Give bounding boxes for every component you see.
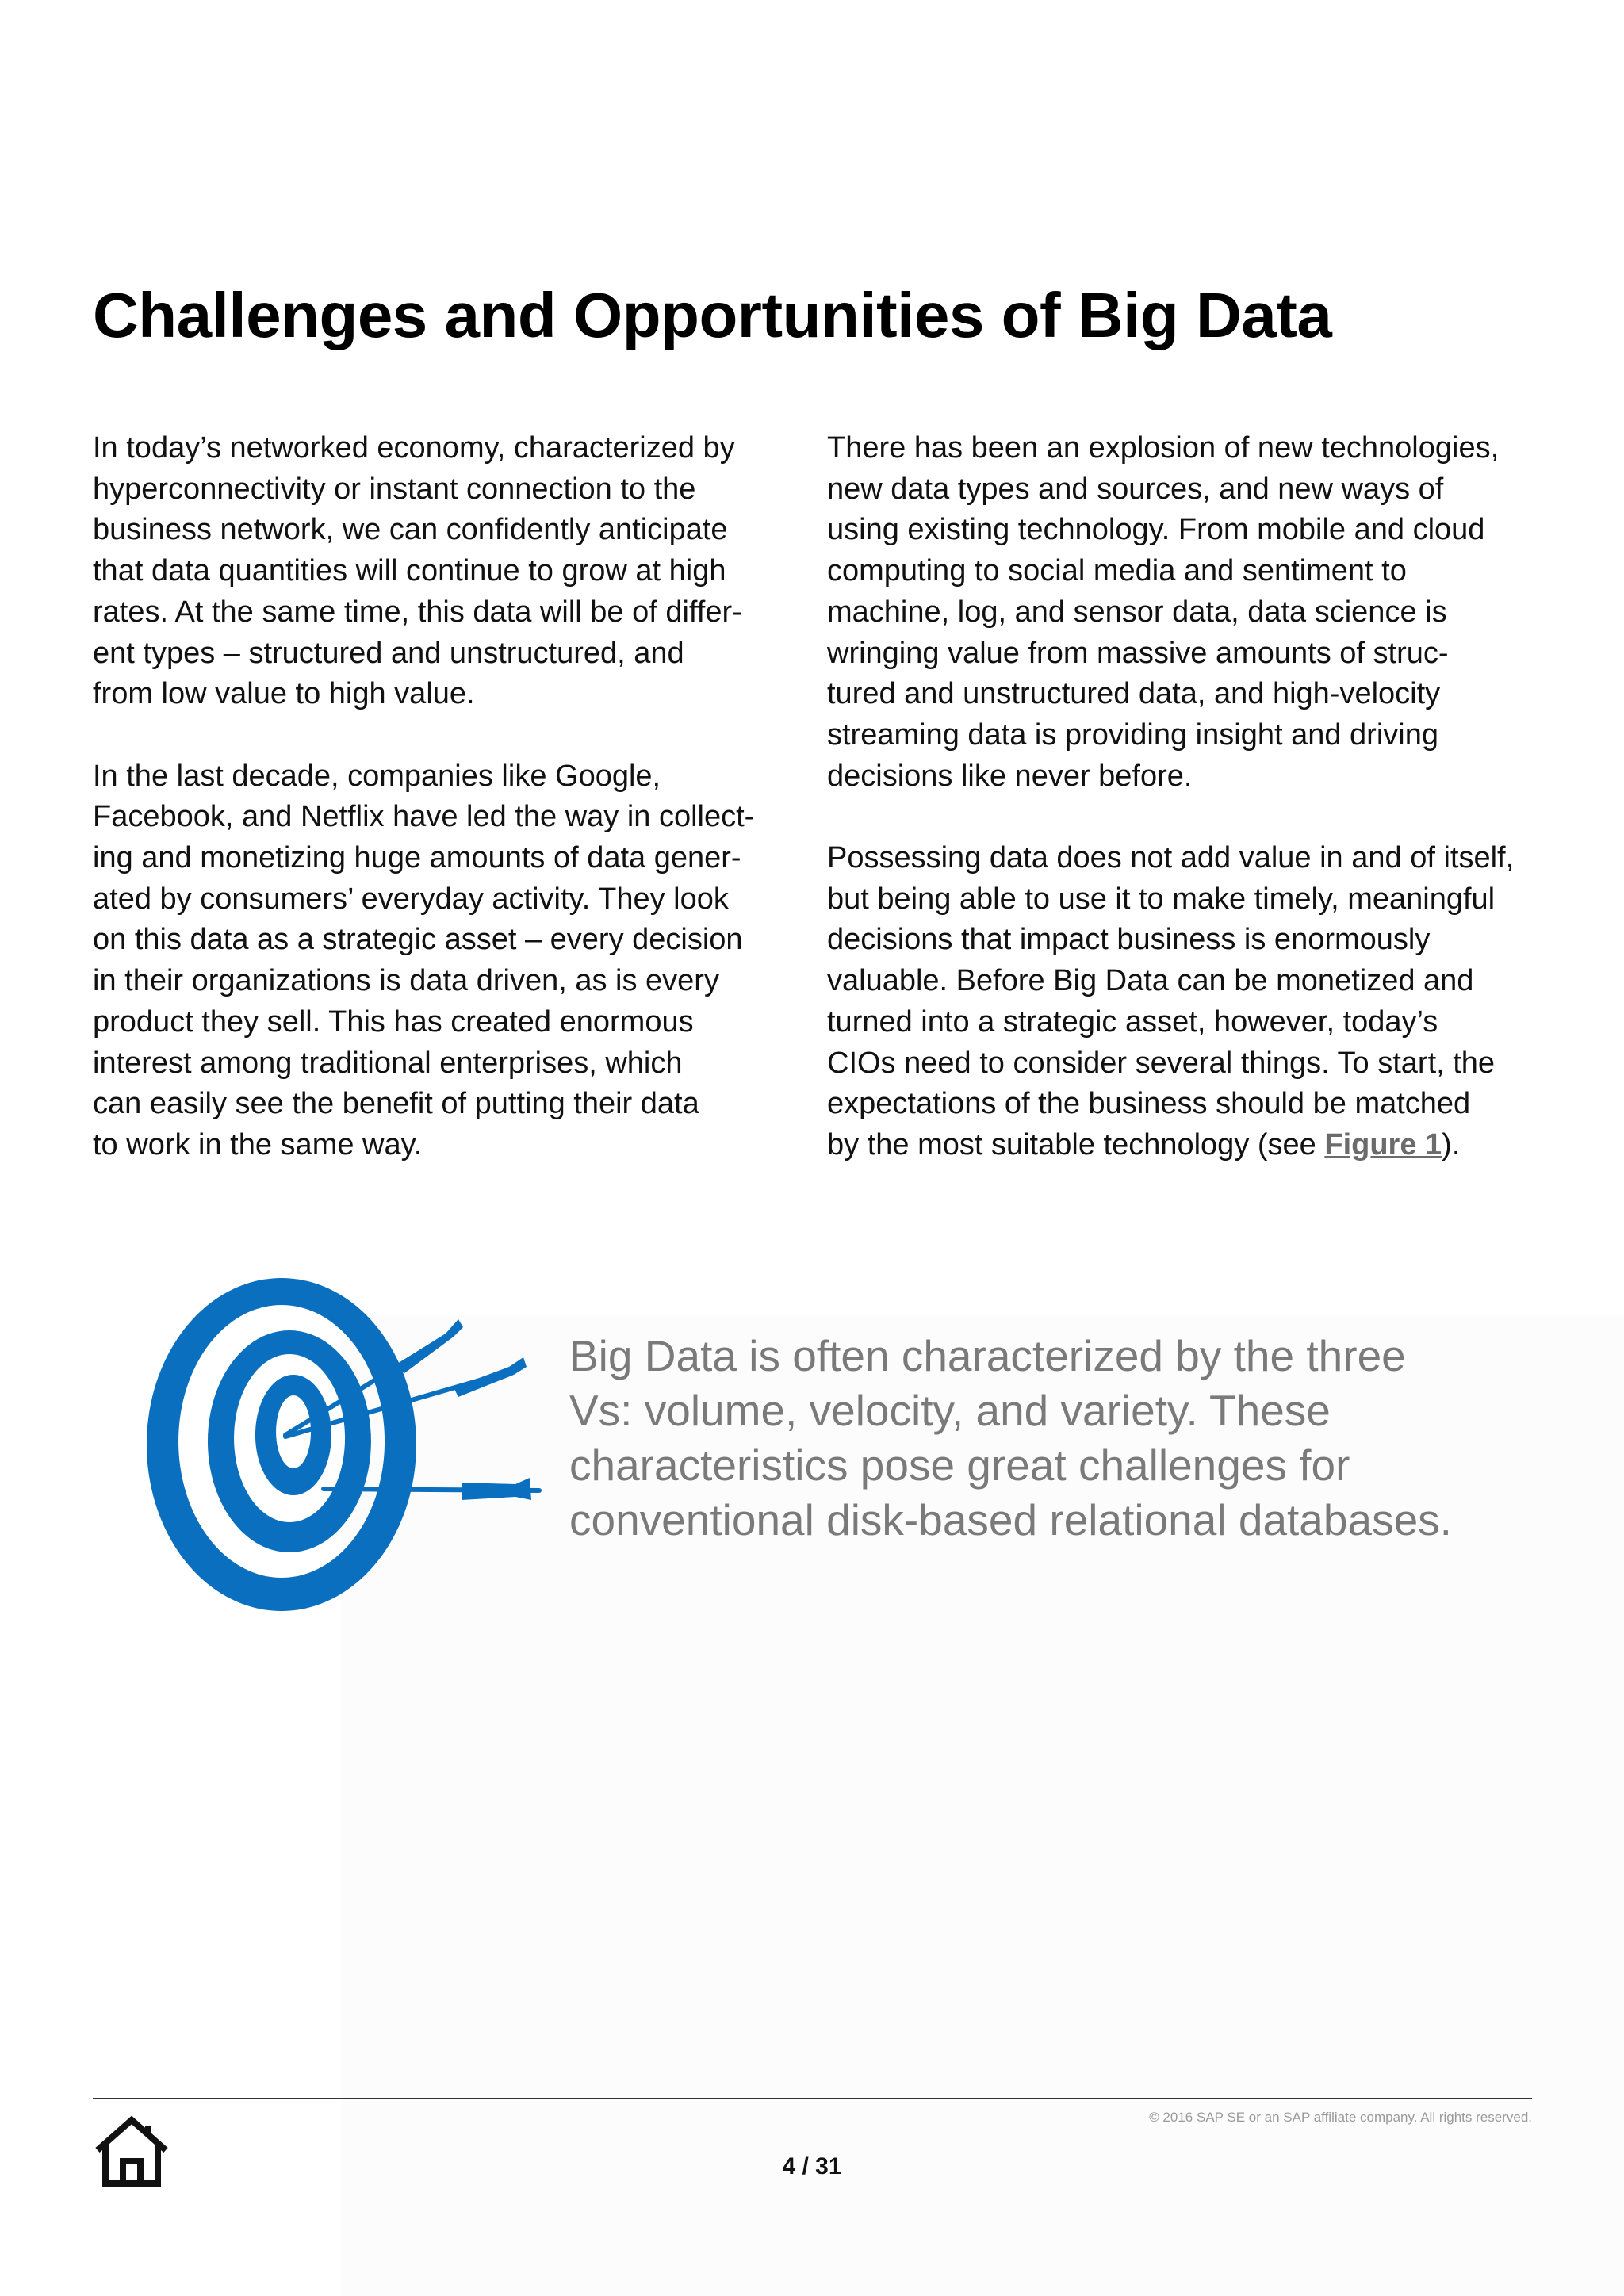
paragraph-4 [827,838,1541,1166]
page-number: 4 / 31 [782,2153,842,2179]
left-column [93,428,806,1166]
text-line: tured and unstructured data, and high-velocity [827,677,1441,711]
text-line: product they sell. This has created enormous [93,1004,694,1039]
page-title: Challenges and Opportunities of Big Data [93,280,1332,350]
quote-line: conventional disk-based relational databases. [569,1495,1452,1544]
text-line: decisions like never before. [827,759,1193,793]
text-line: wringing value from massive amounts of struc- [827,636,1449,670]
paragraph-1 [93,428,806,715]
text-line: turned into a strategic asset, however, today’s [827,1004,1438,1039]
text-line: expectations of the business should be matched [827,1087,1471,1121]
right-column [827,428,1541,1166]
text-line: computing to social media and sentiment to [827,554,1407,588]
text-line: valuable. Before Big Data can be monetized and [827,964,1474,998]
text-line: decisions that impact business is enormously [827,923,1431,957]
copyright-notice: © 2016 SAP SE or an SAP affiliate company. All rights reserved. [1149,2110,1532,2125]
text-line: business network, we can confidently anticipate [93,513,728,547]
text-line: but being able to use it to make timely, meaningful [827,882,1496,916]
text-line: CIOs need to consider several things. To start, the [827,1046,1496,1080]
text-line: In today’s networked economy, characterized by [93,431,735,465]
text-line: ing and monetizing huge amounts of data gener- [93,841,741,875]
text-line: ent types – structured and unstructured, and [93,636,684,670]
text-line: Facebook, and Netflix have led the way in collect- [93,800,755,834]
text-line: streaming data is providing insight and driving [827,718,1438,752]
paragraph-3 [827,428,1541,797]
text-line: There has been an explosion of new technologies, [827,431,1500,465]
text-line: ated by consumers’ everyday activity. They look [93,882,729,916]
text-line: that data quantities will continue to grow at high [93,554,726,588]
text-line: In the last decade, companies like Google, [93,759,661,793]
text-segment: ). [1442,1127,1461,1161]
text-line: new data types and sources, and new ways of [827,472,1444,506]
quote-line: Big Data is often characterized by the three [569,1331,1406,1380]
paragraph-2 [93,756,806,1166]
footer-divider [93,2098,1532,2099]
callout-quote [569,1329,1521,1548]
text-line: can easily see the benefit of putting their data [93,1087,699,1121]
text-line: machine, log, and sensor data, data science is [827,595,1447,629]
figure-1-link[interactable]: Figure 1 [1324,1127,1442,1161]
text-line: using existing technology. From mobile and cloud [827,513,1485,547]
target-with-arrows-icon [143,1269,555,1617]
text-line: from low value to high value. [93,677,475,711]
text-segment: by the most suitable technology (see [827,1127,1325,1161]
quote-line: characteristics pose great challenges for [569,1441,1350,1490]
text-line: hyperconnectivity or instant connection to the [93,472,696,506]
quote-line: Vs: volume, velocity, and variety. These [569,1386,1331,1435]
text-line: rates. At the same time, this data will be of differ- [93,595,742,629]
text-line: on this data as a strategic asset – every decision [93,923,743,957]
text-line: Possessing data does not add value in and of itself, [827,841,1515,875]
text-line: to work in the same way. [93,1127,423,1161]
text-line: interest among traditional enterprises, which [93,1046,683,1080]
text-line: in their organizations is data driven, as is every [93,964,719,998]
text-line-with-link [827,1125,1541,1166]
